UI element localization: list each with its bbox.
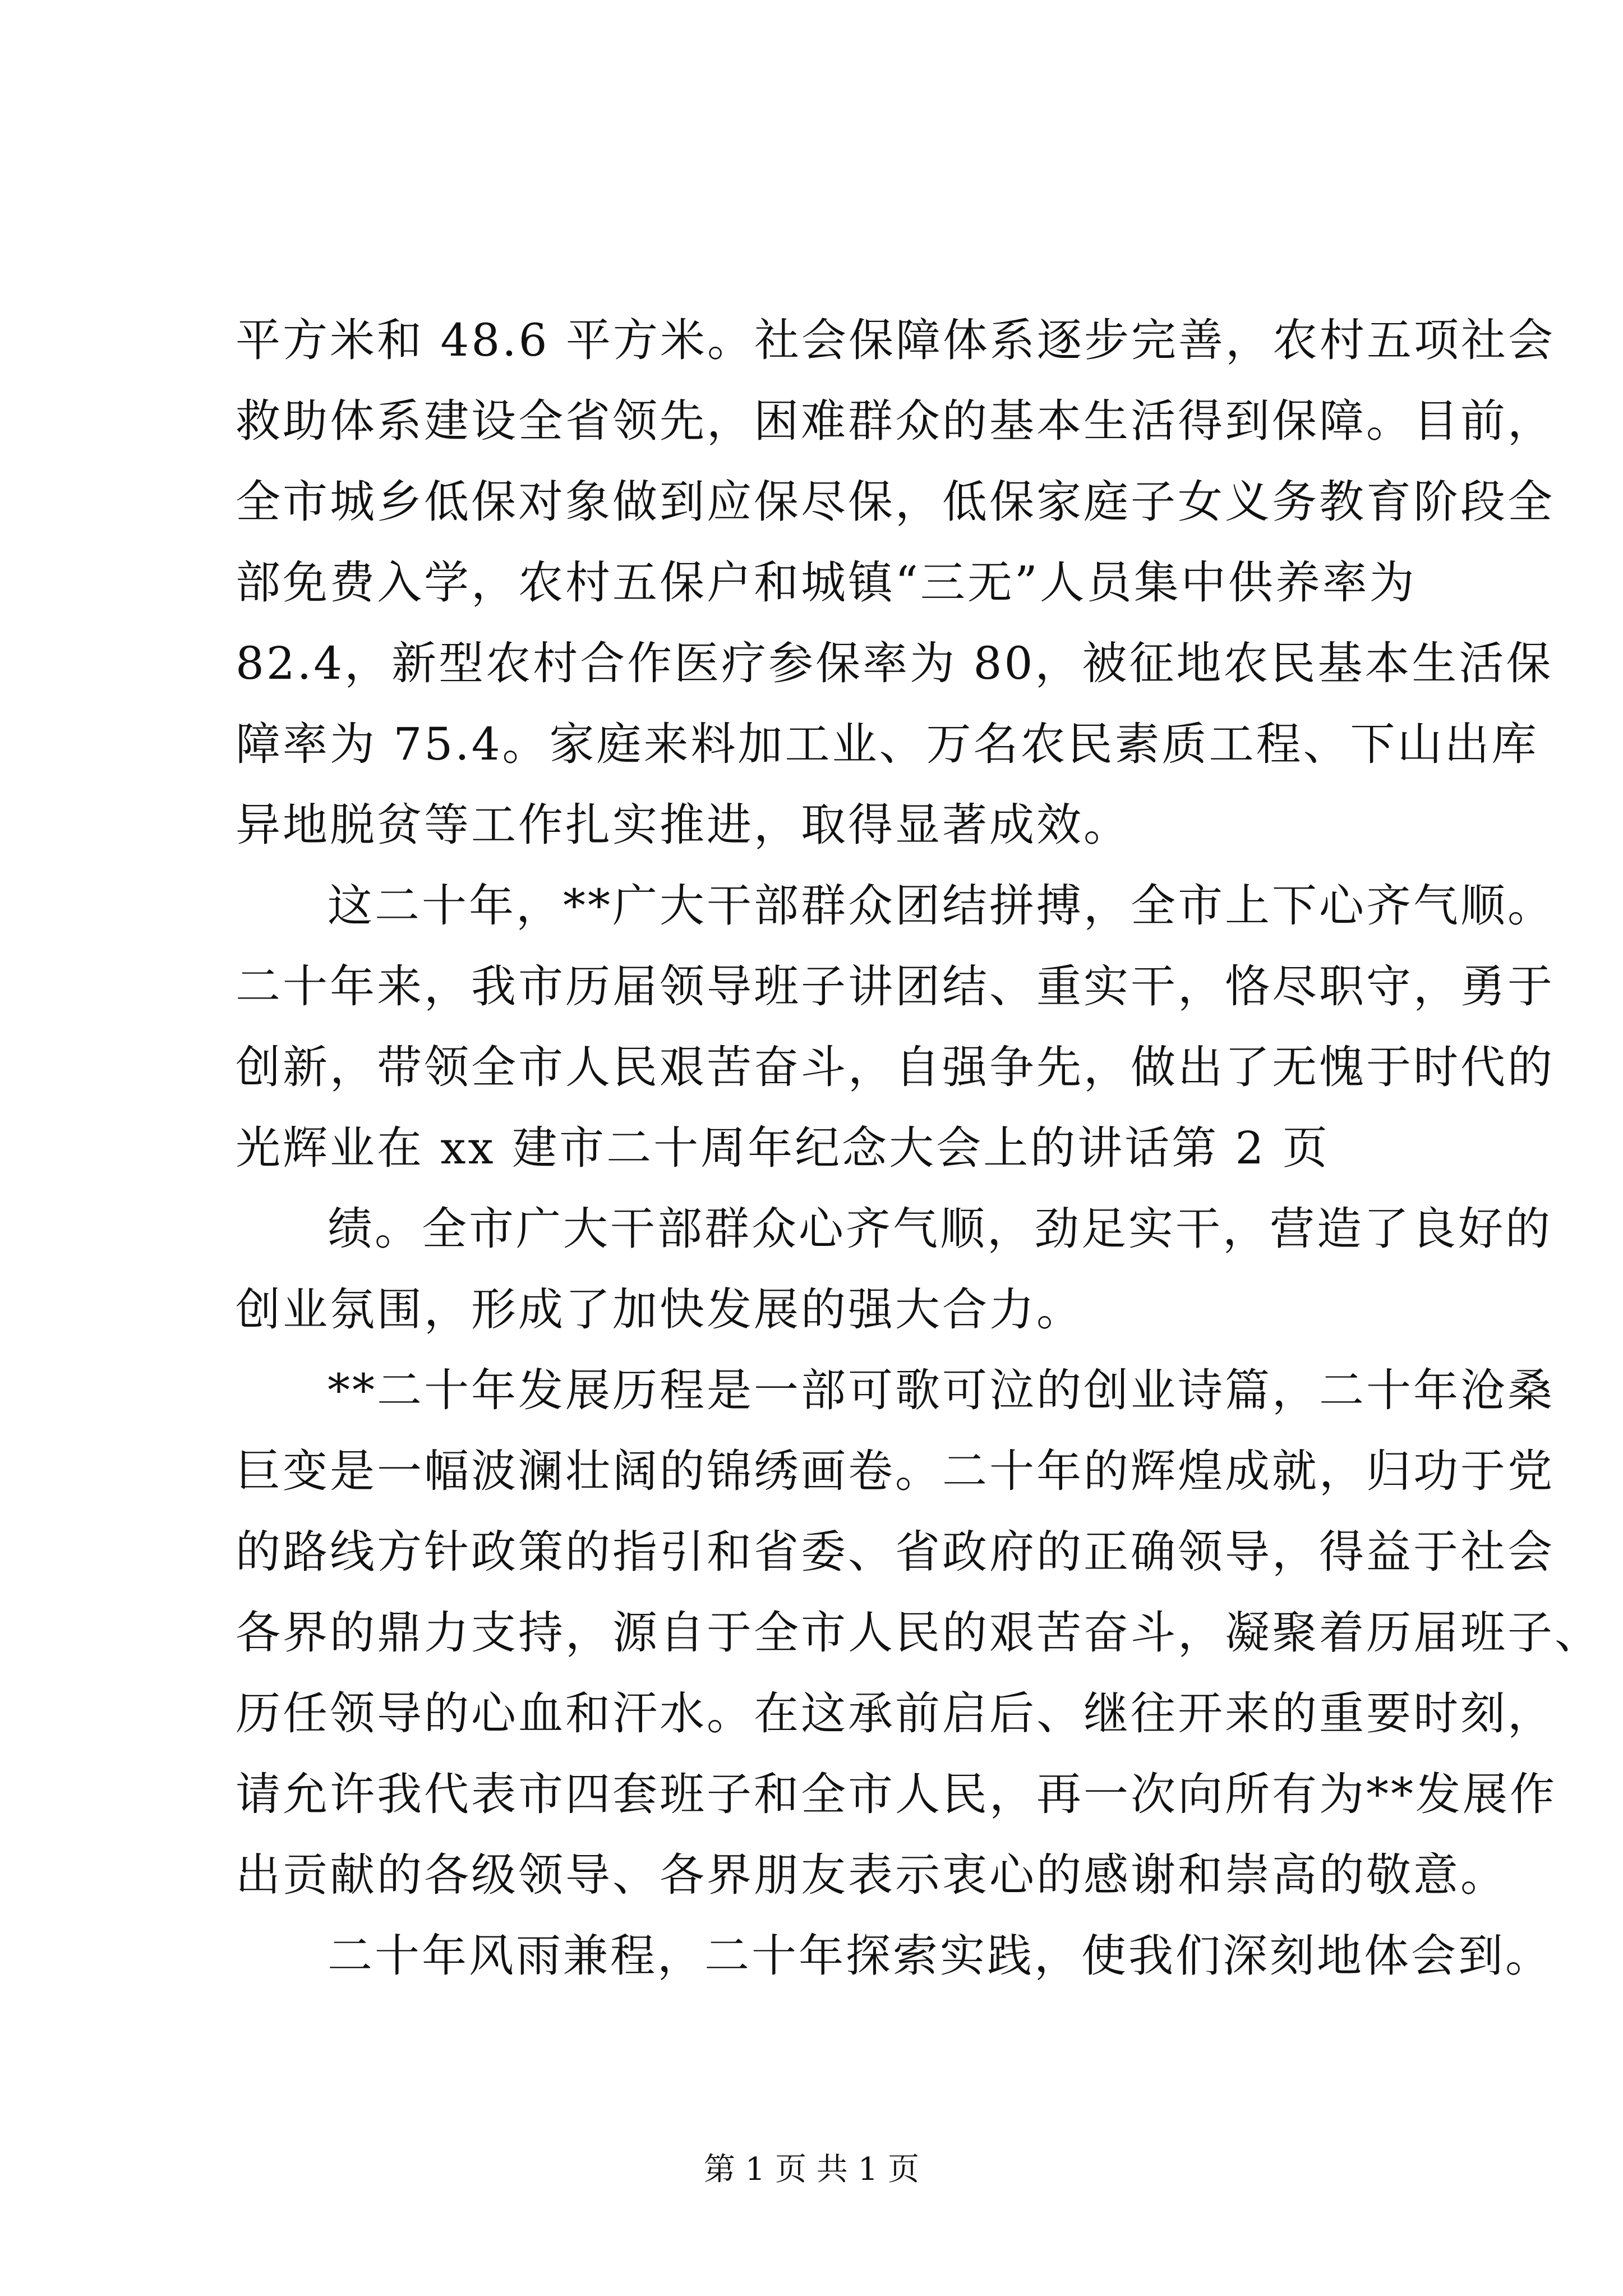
text-line: 救助体系建设全省领先，困难群众的基本生活得到保障。目前， <box>236 395 1555 447</box>
text-line: 巨变是一幅波澜壮阔的锦绣画卷。二十年的辉煌成就，归功于党 <box>236 1445 1555 1497</box>
text-line: 82.4，新型农村合作医疗参保率为 80，被征地农民基本生活保 <box>236 637 1553 689</box>
text-line: 创新，带领全市人民艰苦奋斗，自强争先，做出了无愧于时代的 <box>236 1041 1555 1093</box>
text-line: 二十年来，我市历届领导班子讲团结、重实干，恪尽职守，勇于 <box>236 960 1555 1013</box>
paragraph-first-line: 二十年风雨兼程，二十年探索实践，使我们深刻地体会到。 <box>328 1930 1552 1982</box>
document-body <box>236 300 1602 1996</box>
text-line: 全市城乡低保对象做到应保尽保，低保家庭子女义务教育阶段全 <box>236 476 1555 528</box>
text-line: 创业氛围，形成了加快发展的强大合力。 <box>236 1283 1083 1336</box>
text-line: 出贡献的各级领导、各界朋友表示衷心的感谢和崇高的敬意。 <box>236 1849 1507 1901</box>
text-line: 各界的鼎力支持，源自于全市人民的艰苦奋斗，凝聚着历届班子、 <box>236 1607 1602 1659</box>
text-line: 的路线方针政策的指引和省委、省政府的正确领导，得益于社会 <box>236 1526 1555 1578</box>
paragraph-first-line: 这二十年，**广大干部群众团结拼搏，全市上下心齐气顺。 <box>328 880 1555 932</box>
text-line: 平方米和 48.6 平方米。社会保障体系逐步完善，农村五项社会 <box>236 314 1555 366</box>
page-footer: 第 1 页 共 1 页 <box>703 2151 920 2188</box>
text-line: 部免费入学，农村五保户和城镇“三无”人员集中供养率为 <box>236 556 1417 609</box>
paragraph-first-line: 绩。全市广大干部群众心齐气顺，劲足实干，营造了良好的 <box>328 1203 1552 1255</box>
text-line: 障率为 75.4。家庭来料加工业、万名农民素质工程、下山出库 <box>236 718 1539 770</box>
text-line: 异地脱贫等工作扎实推进，取得显著成效。 <box>236 799 1131 851</box>
text-line: 光辉业在 xx 建市二十周年纪念大会上的讲话第 2 页 <box>236 1122 1330 1174</box>
text-line: 历任领导的心血和汗水。在这承前启后、继往开来的重要时刻， <box>236 1687 1555 1740</box>
text-line: 请允许我代表市四套班子和全市人民，再一次向所有为**发展作 <box>236 1768 1557 1820</box>
paragraph-first-line: **二十年发展历程是一部可歌可泣的创业诗篇，二十年沧桑 <box>328 1364 1555 1416</box>
